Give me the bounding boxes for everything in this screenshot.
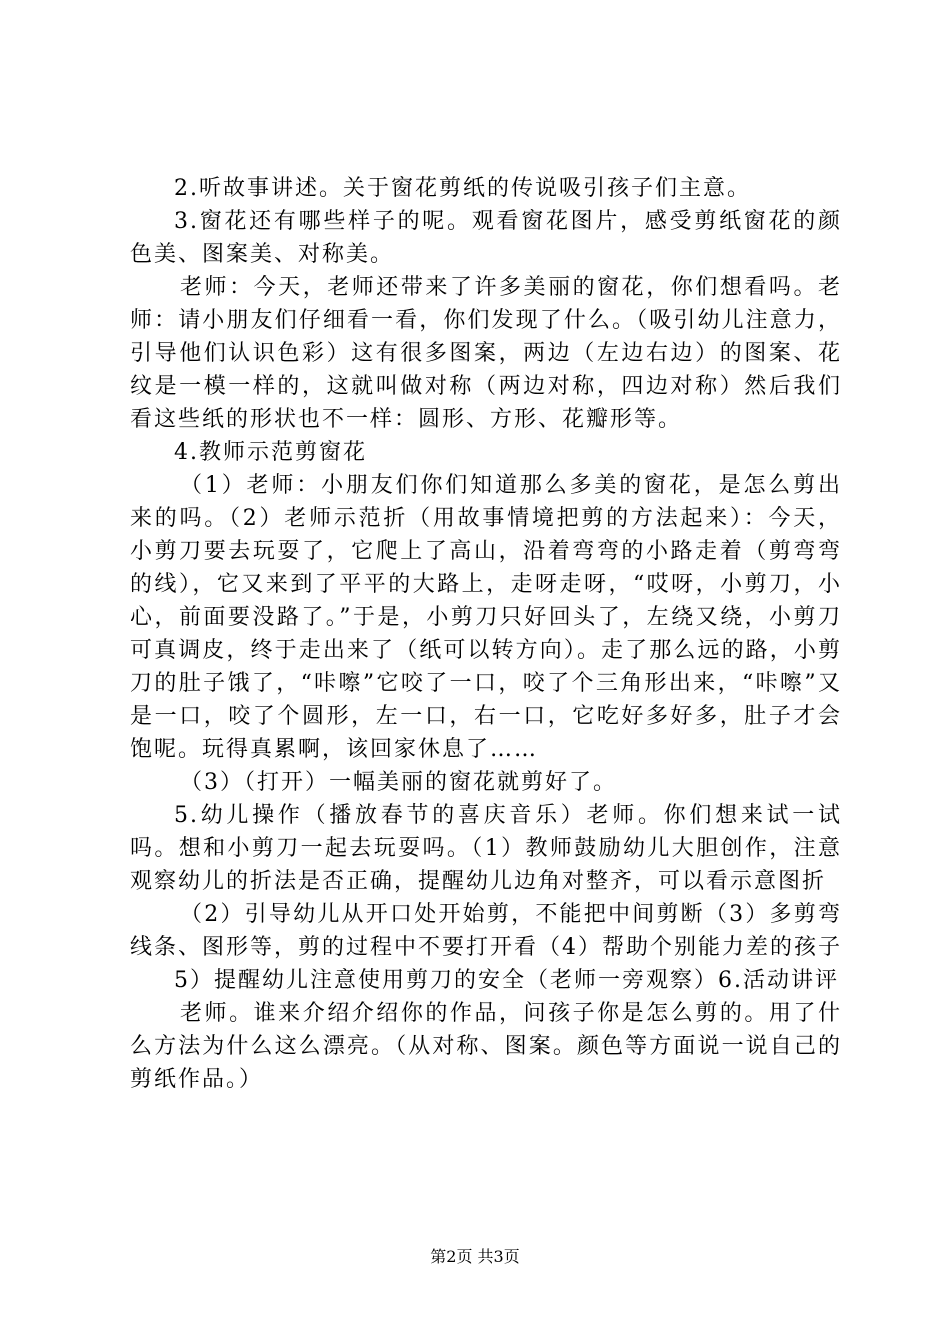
paragraph-evaluation: 老师。谁来介绍介绍你的作品，问孩子你是怎么剪的。用了什么方法为什么这么漂亮。（从对称、图案。颜色等方面说一说自己的剪纸作品。） xyxy=(130,1001,842,1092)
paragraph-window-flower-pictures: 3.窗花还有哪些样子的呢。观看窗花图片，感受剪纸窗花的颜色美、图案美、对称美。 xyxy=(130,209,842,267)
paragraph-safety: 5）提醒幼儿注意使用剪刀的安全（老师一旁观察）6.活动讲评 xyxy=(174,968,839,993)
paragraph-teacher-intro: 老师：今天，老师还带来了许多美丽的窗花，你们想看吗。老师：请小朋友们仔细看一看，你们发现了什么。（吸引幼儿注意力，引导他们认识色彩）这有很多图案，两边（左边右边）的图案、花纹是一模一样的，这就叫做对称（两边对称，四边对称）然后我们看这些纸的形状也不一样：圆形、方形、花瓣形等。 xyxy=(130,275,842,432)
paragraph-demo-story: （1）老师：小朋友们你们知道那么多美的窗花，是怎么剪出来的吗。（2）老师示范折（用故事情境把剪的方法起来）：今天，小剪刀要去玩耍了，它爬上了高山，沿着弯弯的小路走着（剪弯弯的线），它又来到了平平的大路上，走呀走呀，“哎呀，小剪刀，小心，前面要没路了。”于是，小剪刀只好回头了，左绕又绕，小剪刀可真调皮，终于走出来了（纸可以转方向）。走了那么远的路，小剪刀的肚子饿了，“咔嚓”它咬了一口，咬了个三角形出来，“咔嚓”又是一口，咬了个圆形，左一口，右一口，它吃好多好多，肚子才会饱呢。玩得真累啊，该回家休息了…… xyxy=(130,473,842,762)
paragraph-child-operation: 5.幼儿操作（播放春节的喜庆音乐）老师。你们想来试一试吗。想和小剪刀一起去玩耍吗。（1）教师鼓励幼儿大胆创作，注意观察幼儿的折法是否正确，提醒幼儿边角对整齐，可以看示意图折 xyxy=(130,803,842,894)
paragraph-story: 2.听故事讲述。关于窗花剪纸的传说吸引孩子们主意。 xyxy=(174,176,751,201)
document-body xyxy=(130,172,842,1096)
paragraph-open-result: （3）（打开）一幅美丽的窗花就剪好了。 xyxy=(180,770,617,795)
paragraph-guidance: （2）引导幼儿从开口处开始剪，不能把中间剪断（3）多剪弯线条、图形等，剪的过程中不要打开看（4）帮助个别能力差的孩子 xyxy=(130,902,842,960)
page-footer: 第2页 共3页 xyxy=(430,1247,520,1266)
paragraph-demo-heading: 4.教师示范剪窗花 xyxy=(174,440,367,465)
